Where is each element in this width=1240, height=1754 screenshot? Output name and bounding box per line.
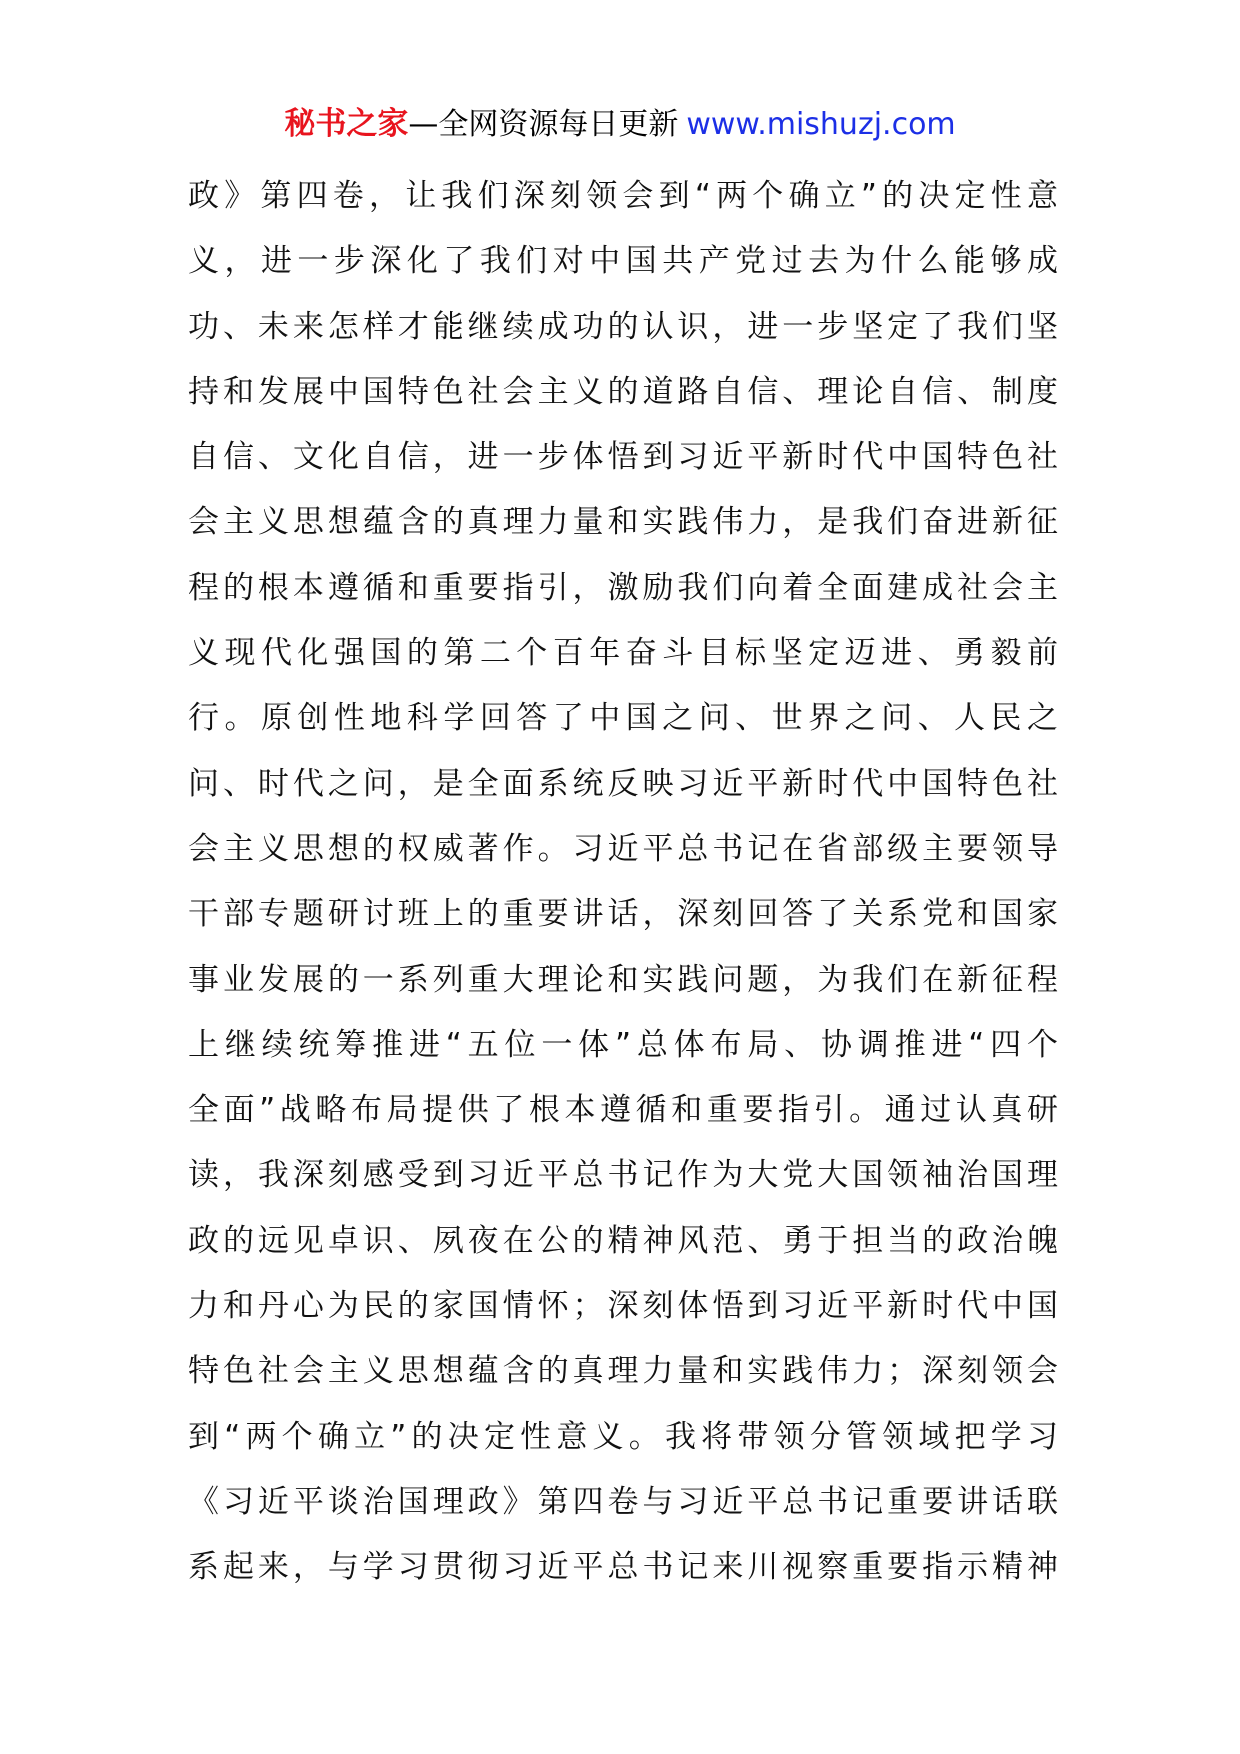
text-line: 自信、文化自信，进一步体悟到习近平新时代中国特色社 [188,439,1058,476]
text-line: 问、时代之问，是全面系统反映习近平新时代中国特色社 [188,765,1058,802]
text-line: 功、未来怎样才能继续成功的认识，进一步坚定了我们坚 [188,308,1058,345]
text-line: 政》第四卷，让我们深刻领会到“两个确立”的决定性意 [188,178,1058,214]
text-line: 读，我深刻感受到习近平总书记作为大党大国领袖治国理 [188,1157,1058,1194]
text-line: 力和丹心为民的家国情怀；深刻体悟到习近平新时代中国 [188,1288,1058,1325]
page-header [0,104,1240,145]
text-line: 事业发展的一系列重大理论和实践问题，为我们在新征程 [188,961,1058,998]
document-body [188,164,1058,1601]
text-line: 《习近平谈治国理政》第四卷与习近平总书记重要讲话联 [188,1483,1058,1520]
text-line: 行。原创性地科学回答了中国之问、世界之问、人民之 [188,700,1058,737]
brand-name: 秘书之家 [284,106,409,142]
text-line: 特色社会主义思想蕴含的真理力量和实践伟力；深刻领会 [188,1353,1058,1390]
text-line: 义，进一步深化了我们对中国共产党过去为什么能够成 [188,243,1058,280]
text-line: 程的根本遵循和重要指引，激励我们向着全面建成社会主 [188,569,1058,606]
text-line: 持和发展中国特色社会主义的道路自信、理论自信、制度 [188,373,1058,410]
text-line: 干部专题研讨班上的重要讲话，深刻回答了关系党和国家 [188,896,1058,933]
header-slogan: —全网资源每日更新 [408,107,679,142]
text-line: 系起来，与学习贯彻习近平总书记来川视察重要指示精神 [188,1549,1058,1586]
text-line: 政的远见卓识、夙夜在公的精神风范、勇于担当的政治魄 [188,1222,1058,1259]
text-line: 全面”战略布局提供了根本遵循和重要指引。通过认真研 [188,1092,1058,1129]
text-line: 上继续统筹推进“五位一体”总体布局、协调推进“四个 [188,1026,1058,1063]
site-url-link[interactable]: www.mishuzj.com [686,107,956,142]
text-line: 到“两个确立”的决定性意义。我将带领分管领域把学习 [188,1418,1058,1455]
text-line: 会主义思想蕴含的真理力量和实践伟力，是我们奋进新征 [188,504,1058,541]
text-line: 会主义思想的权威著作。习近平总书记在省部级主要领导 [188,830,1058,867]
text-line: 义现代化强国的第二个百年奋斗目标坚定迈进、勇毅前 [188,635,1058,672]
